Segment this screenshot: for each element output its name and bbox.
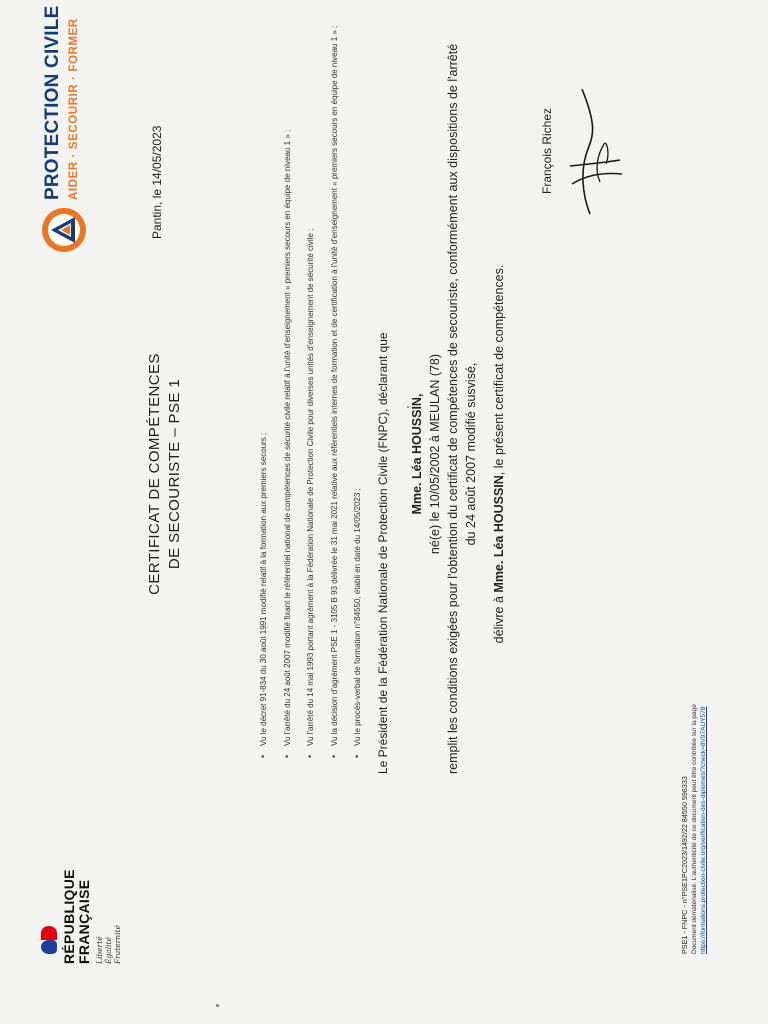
scan-speck [407, 406, 409, 408]
motto-fraternite: Fraternité [113, 925, 122, 964]
protection-civile-tagline: AIDER · SECOURIR · FORMER [68, 18, 80, 200]
delivery-suffix: , le présent certificat de compétences. [492, 264, 506, 476]
protection-civile-emblem-icon [40, 206, 88, 254]
delivery-prefix: délivre à [492, 592, 506, 644]
protection-civile-logo [38, 5, 98, 254]
republique-title [62, 764, 92, 964]
footer-verification-link[interactable]: https://formations.protection-civile.org/verification-des-diplomes/?check=8V97AUY578 [700, 706, 707, 954]
footer [680, 354, 708, 954]
certificate-body [408, 43, 508, 774]
handwritten-signature [560, 84, 630, 224]
delivery-recipient-name: Mme. Léa HOUSSIN [492, 475, 506, 593]
place-and-date: Pantin, le 14/05/2023 [150, 125, 164, 239]
certificate-title [145, 314, 185, 634]
considerant-item: • Vu la décision d'agrément PSE 1 - 3105 B 93 délivrée le 31 mai 2021 relative aux référentiels internes de formation et de certification à l'unité d'enseignement « premiers secours en équipe de niveau 1 » ; [323, 58, 347, 758]
recipient-name: Mme. Léa HOUSSIN, [410, 393, 424, 515]
certificate-title-line1: CERTIFICAT DE COMPÉTENCES [146, 353, 163, 595]
delivery-statement [490, 134, 508, 774]
considerant-item: • Vu l'arrêté du 14 mai 1993 portant agrément à la Fédération Nationale de Protection Civile pour diverses unités d'enseignement de sécurité civile ; [299, 58, 323, 758]
footer-authenticity-note: Document dématérialisé. L'authenticité de ce document peut être contrôlée sur la page [691, 704, 698, 954]
conditions-text-line2: du 24 août 2007 modifié susvisé, [464, 362, 478, 546]
conditions-text-line1: remplit les conditions exigées pour l'obtention du certificat de compétences de secouriste, conformément aux dispositions de l'arrêté [446, 43, 460, 774]
motto-liberte: Liberté [95, 936, 104, 964]
republique-title-line1: RÉPUBLIQUE [61, 869, 77, 964]
signer-name: François Richez [540, 107, 554, 194]
republique-motto [95, 764, 122, 964]
marianne-logo-icon [40, 922, 58, 964]
republique-title-line2: FRANÇAISE [76, 879, 92, 964]
considerant-item: • Vu le procès-verbal de formation n°84550, établi en date du 14/05/2023 ; [346, 58, 370, 758]
motto-egalite: Égalité [104, 937, 113, 964]
considerant-item: • Vu l'arrêté du 24 août 2007 modifié fixant le référentiel national de compétences de sécurité civile relatif à l'unité d'enseignement « premiers secours en équipe de niveau 1 » ; [276, 58, 300, 758]
president-declaration: Le Président de la Fédération Nationale de Protection Civile (FNPC), déclarant que [376, 332, 390, 774]
scan-speck [216, 1004, 219, 1007]
republique-francaise-block [40, 764, 122, 964]
certificate-title-line2: DE SECOURISTE – PSE 1 [166, 378, 183, 570]
footer-reference: PSE1 - FNPC - n°PSE1PC2023/1492/22 84550 596333 [680, 776, 689, 954]
considerant-item: • Vu le décret 91-834 du 30 août 1991 modifié relatif à la formation aux premiers secours ; [252, 58, 276, 758]
considerants-list [252, 25, 370, 758]
recipient-birth: né(e) le 10/05/2002 à MEULAN (78) [428, 353, 442, 555]
protection-civile-name: PROTECTION CIVILE [42, 5, 63, 200]
